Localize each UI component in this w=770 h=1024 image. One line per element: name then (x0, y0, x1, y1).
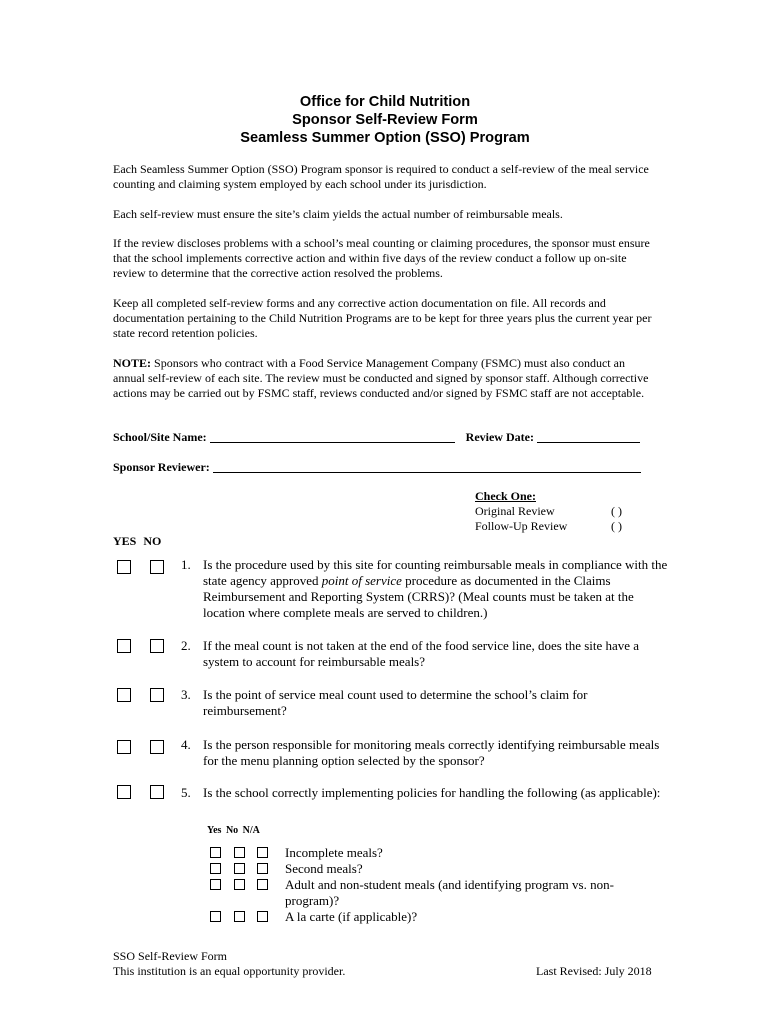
intro-paragraph-3: If the review discloses problems with a school’s meal counting or claiming procedures, the sponsor must ensure that the school implements corrective action and within five days of the review conduct a follow up on-site review to determine that the corrective action resolved the problems. (113, 236, 650, 280)
yes-no-header: YES NO (113, 534, 162, 548)
sub1-na-checkbox[interactable] (257, 847, 268, 858)
q1-text-part1: Is the procedure used by this site for counting reimbursable meals in compliance with the state agency approved (203, 557, 668, 588)
original-review-option[interactable] (475, 504, 635, 519)
q4-text: Is the person responsible for monitoring meals correctly identifying reimbursable meals for the menu planning option selected by the sponsor? (203, 737, 660, 768)
title-form: Sponsor Self-Review Form (292, 112, 478, 128)
q5-no-checkbox[interactable] (150, 785, 164, 799)
school-site-label: School/Site Name: (113, 430, 207, 444)
q1-text-emphasis: point of service (321, 573, 402, 588)
note-text: Sponsors who contract with a Food Service Management Company (FSMC) must also conduct an annual self-review of each site. The review must be conducted and signed by sponsor staff. Although corrective actions may be carried out by FSMC staff, reviews conducted and/or signed by FSMC staff are not acceptable. (113, 356, 649, 400)
intro-paragraph-4: Keep all completed self-review forms and any corrective action documentation on file. All records and documentation pertaining to the Child Nutrition Programs are to be kept for three years plus the current year per state record retention policies. (113, 296, 652, 340)
q5-number: 5. (181, 785, 191, 800)
footer-form-name: SSO Self-Review Form (113, 949, 227, 963)
sub2-text: Second meals? (285, 861, 363, 876)
q4-no-checkbox[interactable] (150, 740, 164, 754)
footer-revised: Last Revised: July 2018 (536, 964, 652, 978)
q5-text: Is the school correctly implementing policies for handling the following (as applicable): (203, 785, 661, 800)
check-one-block (475, 489, 635, 534)
sponsor-reviewer-row (113, 460, 641, 475)
q2-yes-checkbox[interactable] (117, 639, 131, 653)
q4-number: 4. (181, 737, 191, 752)
sub-yes-no-na-header: Yes No N/A (207, 825, 260, 836)
q2-text: If the meal count is not taken at the end of the food service line, does the site have a system to account for reimbursable meals? (203, 638, 640, 669)
footer-left (113, 949, 345, 979)
followup-review-label: Follow-Up Review (475, 519, 568, 533)
sub1-text: Incomplete meals? (285, 845, 383, 860)
q1-no-checkbox[interactable] (150, 560, 164, 574)
sponsor-reviewer-input-line[interactable] (213, 460, 641, 473)
followup-review-paren[interactable]: ( ) (611, 519, 622, 533)
sub2-na-checkbox[interactable] (257, 863, 268, 874)
q1-number: 1. (181, 557, 191, 572)
sub3-text: Adult and non-student meals (and identifying program vs. non-program)? (285, 877, 614, 908)
followup-review-option[interactable] (475, 519, 635, 534)
intro-paragraph-1: Each Seamless Summer Option (SSO) Program sponsor is required to conduct a self-review of the meal service counting and claiming system employed by each school under its jurisdiction. (113, 162, 649, 191)
check-one-heading: Check One: (475, 489, 536, 503)
q1-text-part2: procedure as documented in the Claims Reimbursement and Reporting System (CRRS)? (Meal counts must be taken at the location where complete meals are served to children.) (203, 573, 634, 620)
sub2-yes-checkbox[interactable] (210, 863, 221, 874)
q2-no-checkbox[interactable] (150, 639, 164, 653)
q5-yes-checkbox[interactable] (117, 785, 131, 799)
sub4-text: A la carte (if applicable)? (285, 909, 418, 924)
footer-equal-opportunity: This institution is an equal opportunity provider. (113, 964, 346, 978)
form-title-block (0, 93, 770, 147)
sub4-yes-checkbox[interactable] (210, 911, 221, 922)
q2-number: 2. (181, 638, 191, 653)
school-site-input-line[interactable] (210, 430, 455, 443)
sub4-na-checkbox[interactable] (257, 911, 268, 922)
sub4-no-checkbox[interactable] (234, 911, 245, 922)
title-program: Seamless Summer Option (SSO) Program (240, 130, 530, 146)
q3-text: Is the point of service meal count used to determine the school’s claim for reimbursement? (203, 687, 588, 718)
school-site-row (113, 430, 640, 445)
intro-paragraph-2: Each self-review must ensure the site’s claim yields the actual number of reimbursable meals. (113, 207, 563, 221)
note-label: NOTE: (113, 356, 152, 370)
note-paragraph (113, 356, 658, 401)
sub1-yes-checkbox[interactable] (210, 847, 221, 858)
original-review-label: Original Review (475, 504, 555, 518)
q4-yes-checkbox[interactable] (117, 740, 131, 754)
sub1-no-checkbox[interactable] (234, 847, 245, 858)
sub3-na-checkbox[interactable] (257, 879, 268, 890)
sub2-no-checkbox[interactable] (234, 863, 245, 874)
q3-no-checkbox[interactable] (150, 688, 164, 702)
review-date-input-line[interactable] (537, 430, 640, 443)
sponsor-reviewer-label: Sponsor Reviewer: (113, 460, 210, 474)
original-review-paren[interactable]: ( ) (611, 504, 622, 518)
review-date-label: Review Date: (465, 430, 534, 444)
title-office: Office for Child Nutrition (299, 94, 471, 110)
sub3-yes-checkbox[interactable] (210, 879, 221, 890)
q3-number: 3. (181, 687, 191, 702)
q1-yes-checkbox[interactable] (117, 560, 131, 574)
q1-text (203, 557, 673, 621)
q3-yes-checkbox[interactable] (117, 688, 131, 702)
sub3-no-checkbox[interactable] (234, 879, 245, 890)
